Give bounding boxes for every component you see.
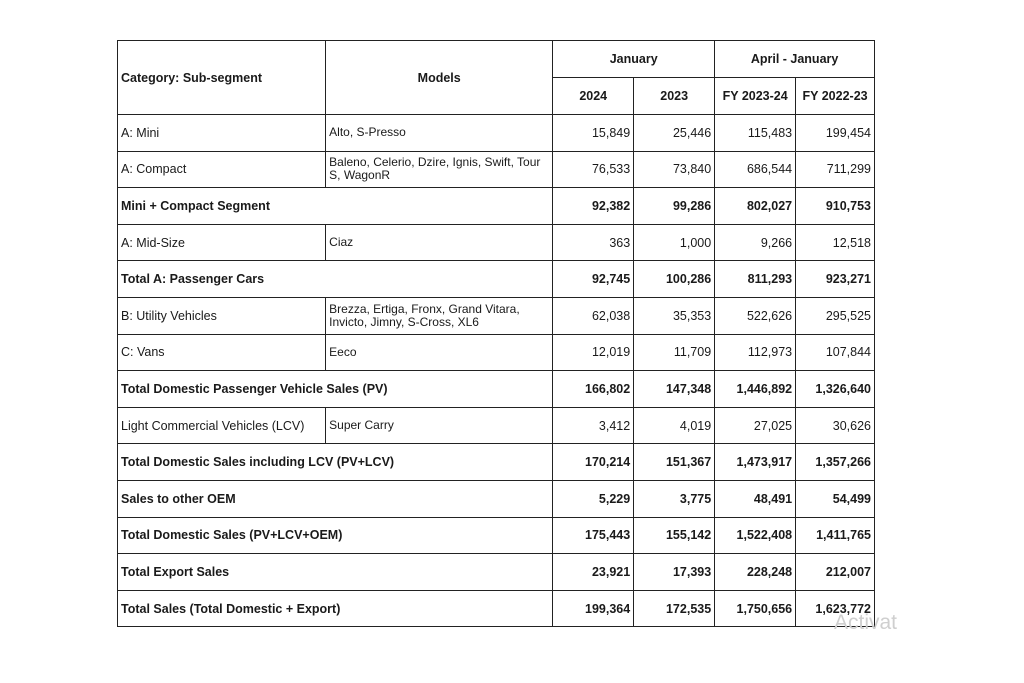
- row-value-2023: 25,446: [634, 115, 715, 152]
- row-value-fy-2023-24: 9,266: [715, 224, 796, 261]
- row-models: Alto, S-Presso: [326, 115, 553, 152]
- row-value-2024: 15,849: [553, 115, 634, 152]
- row-models: Baleno, Celerio, Dzire, Ignis, Swift, Tour S, WagonR: [326, 151, 553, 188]
- row-value-fy-2023-24: 48,491: [715, 480, 796, 517]
- table-row: [118, 444, 875, 481]
- header-january: January: [553, 41, 715, 78]
- row-category: Total A: Passenger Cars: [118, 261, 553, 298]
- table-row: [118, 115, 875, 152]
- row-value-2024: 199,364: [553, 590, 634, 627]
- row-value-2024: 5,229: [553, 480, 634, 517]
- row-value-2023: 3,775: [634, 480, 715, 517]
- activation-watermark: Activat: [834, 611, 898, 634]
- row-value-2023: 4,019: [634, 407, 715, 444]
- row-category: Total Sales (Total Domestic + Export): [118, 590, 553, 627]
- row-value-fy-2022-23: 1,326,640: [796, 371, 875, 408]
- header-2024: 2024: [553, 78, 634, 115]
- row-value-2024: 166,802: [553, 371, 634, 408]
- row-value-fy-2023-24: 228,248: [715, 554, 796, 591]
- row-value-fy-2023-24: 811,293: [715, 261, 796, 298]
- row-category: Total Domestic Passenger Vehicle Sales (PV): [118, 371, 553, 408]
- row-value-fy-2022-23: 199,454: [796, 115, 875, 152]
- header-fy-2022-23: FY 2022-23: [796, 78, 875, 115]
- row-value-2024: 92,745: [553, 261, 634, 298]
- row-value-2023: 172,535: [634, 590, 715, 627]
- row-value-fy-2022-23: 212,007: [796, 554, 875, 591]
- row-category: Mini + Compact Segment: [118, 188, 553, 225]
- row-category: A: Mini: [118, 115, 326, 152]
- table-row: [118, 224, 875, 261]
- table-row: [118, 371, 875, 408]
- sales-table: [117, 40, 875, 627]
- row-value-fy-2022-23: 1,411,765: [796, 517, 875, 554]
- row-value-fy-2022-23: 12,518: [796, 224, 875, 261]
- row-value-2023: 151,367: [634, 444, 715, 481]
- row-models: Eeco: [326, 334, 553, 371]
- row-value-2023: 1,000: [634, 224, 715, 261]
- row-value-2024: 92,382: [553, 188, 634, 225]
- row-value-2023: 99,286: [634, 188, 715, 225]
- table-row: [118, 517, 875, 554]
- row-value-2023: 17,393: [634, 554, 715, 591]
- table-row: [118, 297, 875, 334]
- row-category: A: Mid-Size: [118, 224, 326, 261]
- header-fy-2023-24: FY 2023-24: [715, 78, 796, 115]
- row-value-fy-2022-23: 1,357,266: [796, 444, 875, 481]
- header-models: Models: [326, 41, 553, 115]
- row-models: Brezza, Ertiga, Fronx, Grand Vitara, Invicto, Jimny, S-Cross, XL6: [326, 297, 553, 334]
- row-category: C: Vans: [118, 334, 326, 371]
- row-value-fy-2023-24: 1,522,408: [715, 517, 796, 554]
- row-value-fy-2022-23: 107,844: [796, 334, 875, 371]
- table-row: [118, 480, 875, 517]
- row-value-fy-2022-23: 923,271: [796, 261, 875, 298]
- table-row: [118, 334, 875, 371]
- row-value-fy-2022-23: 711,299: [796, 151, 875, 188]
- row-category: Sales to other OEM: [118, 480, 553, 517]
- row-value-2024: 12,019: [553, 334, 634, 371]
- row-value-2024: 3,412: [553, 407, 634, 444]
- header-april-january: April - January: [715, 41, 875, 78]
- row-value-2024: 170,214: [553, 444, 634, 481]
- row-value-fy-2023-24: 1,750,656: [715, 590, 796, 627]
- row-value-fy-2023-24: 115,483: [715, 115, 796, 152]
- row-value-fy-2022-23: 295,525: [796, 297, 875, 334]
- row-value-2024: 363: [553, 224, 634, 261]
- row-value-2023: 147,348: [634, 371, 715, 408]
- row-models: Ciaz: [326, 224, 553, 261]
- row-category: Light Commercial Vehicles (LCV): [118, 407, 326, 444]
- row-value-fy-2022-23: 1,623,772: [796, 590, 875, 627]
- row-category: Total Domestic Sales including LCV (PV+LCV): [118, 444, 553, 481]
- header-2023: 2023: [634, 78, 715, 115]
- row-value-2024: 175,443: [553, 517, 634, 554]
- table-row: [118, 261, 875, 298]
- row-value-2023: 100,286: [634, 261, 715, 298]
- table-body: [118, 115, 875, 627]
- table-row: [118, 554, 875, 591]
- row-value-2024: 23,921: [553, 554, 634, 591]
- row-value-fy-2023-24: 1,473,917: [715, 444, 796, 481]
- row-value-2024: 62,038: [553, 297, 634, 334]
- row-category: B: Utility Vehicles: [118, 297, 326, 334]
- row-value-fy-2023-24: 686,544: [715, 151, 796, 188]
- row-value-fy-2023-24: 522,626: [715, 297, 796, 334]
- row-models: Super Carry: [326, 407, 553, 444]
- row-value-fy-2023-24: 112,973: [715, 334, 796, 371]
- row-value-fy-2023-24: 27,025: [715, 407, 796, 444]
- row-category: Total Export Sales: [118, 554, 553, 591]
- row-category: A: Compact: [118, 151, 326, 188]
- row-value-fy-2023-24: 802,027: [715, 188, 796, 225]
- row-value-2023: 155,142: [634, 517, 715, 554]
- table-row: [118, 151, 875, 188]
- row-category: Total Domestic Sales (PV+LCV+OEM): [118, 517, 553, 554]
- header-category: Category: Sub-segment: [118, 41, 326, 115]
- row-value-fy-2022-23: 30,626: [796, 407, 875, 444]
- row-value-2023: 35,353: [634, 297, 715, 334]
- row-value-2023: 11,709: [634, 334, 715, 371]
- row-value-2023: 73,840: [634, 151, 715, 188]
- row-value-fy-2023-24: 1,446,892: [715, 371, 796, 408]
- table-row: [118, 188, 875, 225]
- row-value-2024: 76,533: [553, 151, 634, 188]
- row-value-fy-2022-23: 910,753: [796, 188, 875, 225]
- table-row: [118, 590, 875, 627]
- table-row: [118, 407, 875, 444]
- row-value-fy-2022-23: 54,499: [796, 480, 875, 517]
